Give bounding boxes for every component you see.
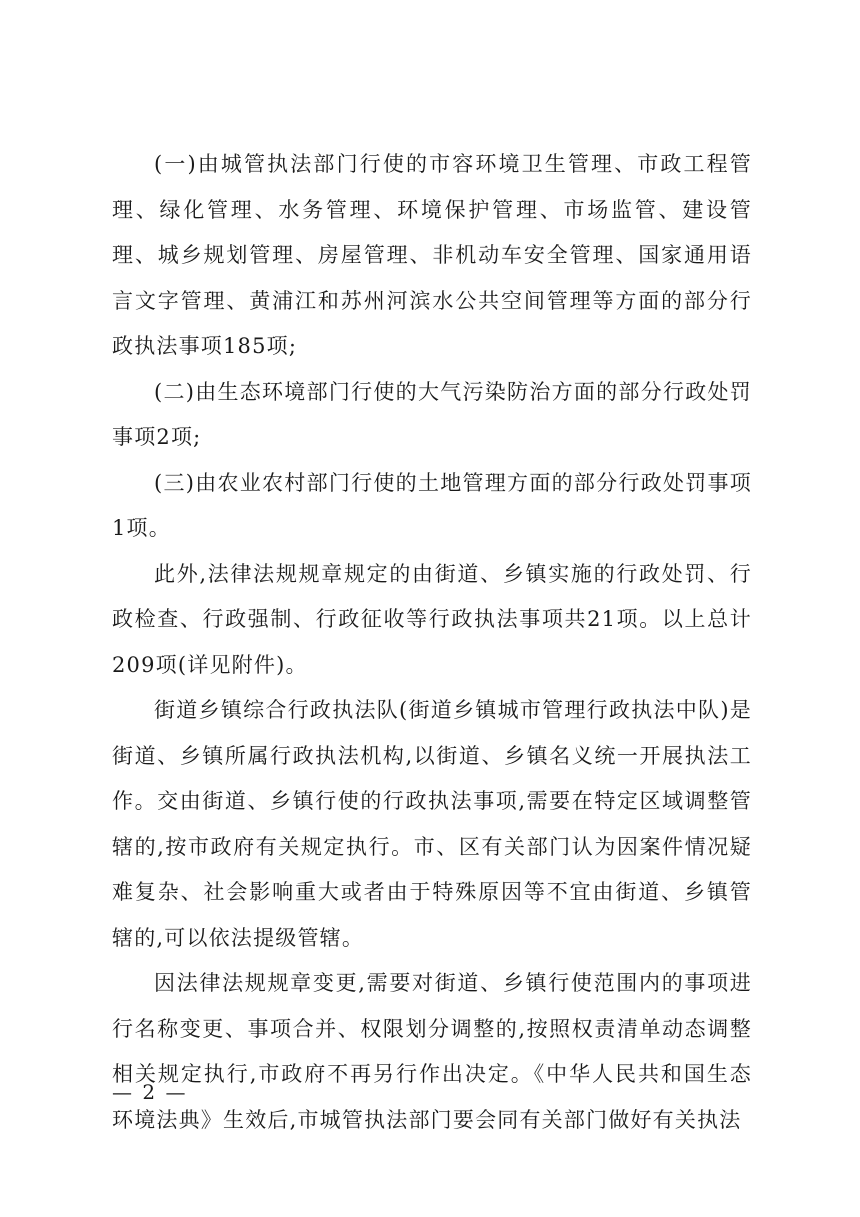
paragraph-item-3: (三)由农业农村部门行使的土地管理方面的部分行政处罚事项1项。 bbox=[112, 470, 752, 540]
paragraph-item-2: (二)由生态环境部门行使的大气污染防治方面的部分行政处罚事项2项; bbox=[112, 379, 752, 449]
paragraph-item-4: 此外,法律法规规章规定的由街道、乡镇实施的行政处罚、行政检查、行政强制、行政征收等行政执法事项共21项。以上总计209项(详见附件)。 bbox=[112, 561, 752, 677]
paragraph-item-1: (一)由城管执法部门行使的市容环境卫生管理、市政工程管理、绿化管理、水务管理、环境保护管理、市场监管、建设管理、城乡规划管理、房屋管理、非机动车安全管理、国家通用语言文字管理、黄浦江和苏州河滨水公共空间管理等方面的部分行政执法事项185项; bbox=[112, 152, 752, 358]
paragraph-item-6: 因法律法规规章变更,需要对街道、乡镇行使范围内的事项进行名称变更、事项合并、权限划分调整的,按照权责清单动态调整相关规定执行,市政府不再另行作出决定。《中华人民共和国生态环境法典》生效后,市城管执法部门要会同有关部门做好有关执法 bbox=[112, 971, 752, 1132]
paragraph-item-5: 街道乡镇综合行政执法队(街道乡镇城市管理行政执法中队)是街道、乡镇所属行政执法机构,以街道、乡镇名义统一开展执法工作。交由街道、乡镇行使的行政执法事项,需要在特定区域调整管辖的,按市政府有关规定执行。市、区有关部门认为因案件情况疑难复杂、社会影响重大或者由于特殊原因等不宜由街道、乡镇管辖的,可以依法提级管辖。 bbox=[112, 698, 752, 950]
document-body bbox=[112, 142, 752, 1143]
page-number: — 2 — bbox=[112, 1080, 188, 1104]
